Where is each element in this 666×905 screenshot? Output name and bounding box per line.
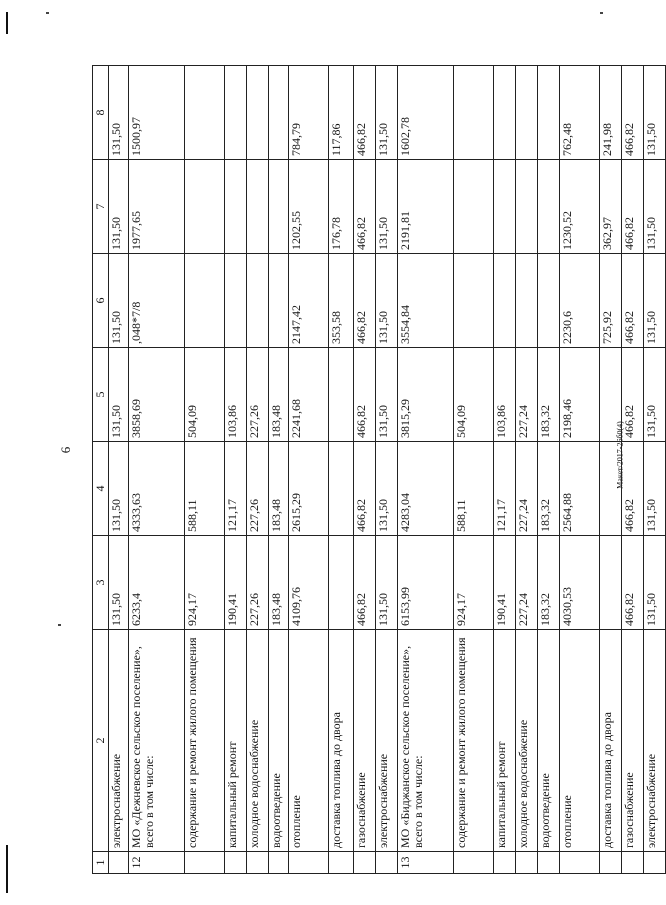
value-cell [454, 254, 494, 348]
value-cell: 466,82 [622, 254, 644, 348]
row-name-cell: отопление [289, 630, 329, 852]
value-cell: 6233,4 [129, 536, 185, 630]
value-cell: 131,50 [644, 442, 666, 536]
value-cell: 131,50 [109, 348, 129, 442]
value-cell: 924,17 [454, 536, 494, 630]
value-cell: 131,50 [376, 160, 398, 254]
value-cell: 466,82 [354, 536, 376, 630]
value-cell: 131,50 [644, 254, 666, 348]
table-row [376, 66, 398, 874]
row-index-cell [644, 852, 666, 874]
value-cell [516, 254, 538, 348]
table-row [644, 66, 666, 874]
value-cell [454, 160, 494, 254]
value-cell [600, 348, 622, 442]
table-row [185, 66, 225, 874]
row-name-cell: отопление [560, 630, 600, 852]
value-cell: 2615,29 [289, 442, 329, 536]
value-cell: 121,17 [225, 442, 247, 536]
row-name-cell: содержание и ремонт жилого помещения [454, 630, 494, 852]
value-cell [329, 442, 354, 536]
value-cell [494, 66, 516, 160]
value-cell: 784,79 [289, 66, 329, 160]
value-cell: 6153,99 [398, 536, 454, 630]
value-cell [269, 254, 289, 348]
value-cell: 2147,42 [289, 254, 329, 348]
value-cell: 131,50 [376, 254, 398, 348]
value-cell [247, 66, 269, 160]
value-cell [494, 254, 516, 348]
value-cell [185, 254, 225, 348]
value-cell: 176,78 [329, 160, 354, 254]
value-cell [225, 66, 247, 160]
row-index-cell: 12 [129, 852, 185, 874]
value-cell: 466,82 [354, 160, 376, 254]
value-cell: 227,24 [516, 348, 538, 442]
value-cell: 466,82 [622, 536, 644, 630]
row-index-cell [109, 852, 129, 874]
value-cell: 4109,76 [289, 536, 329, 630]
scan-speck [46, 12, 49, 14]
value-cell: 588,11 [185, 442, 225, 536]
value-cell: 466,82 [622, 66, 644, 160]
value-cell: ,048*7/8 [129, 254, 185, 348]
row-name-cell: электроснабжение [376, 630, 398, 852]
table-row [354, 66, 376, 874]
value-cell: 2241,68 [289, 348, 329, 442]
value-cell [185, 160, 225, 254]
value-cell: 121,17 [494, 442, 516, 536]
row-name-cell: водоотведение [269, 630, 289, 852]
value-cell: 131,50 [644, 536, 666, 630]
table-row [516, 66, 538, 874]
row-index-cell [269, 852, 289, 874]
table-body [93, 66, 666, 874]
value-cell: 131,50 [644, 348, 666, 442]
row-index-cell [354, 852, 376, 874]
value-cell: 131,50 [376, 66, 398, 160]
row-name-cell: холодное водоснабжение [247, 630, 269, 852]
value-cell [538, 160, 560, 254]
value-cell: 588,11 [454, 442, 494, 536]
row-name-cell: МО «Дежневское сельское поселение», всего в том числе: [129, 630, 185, 852]
value-cell: 762,48 [560, 66, 600, 160]
value-cell: 3815,29 [398, 348, 454, 442]
row-index-cell [454, 852, 494, 874]
row-name-cell: газоснабжение [354, 630, 376, 852]
row-index-cell [622, 852, 644, 874]
row-index-cell [289, 852, 329, 874]
value-cell: 227,24 [516, 442, 538, 536]
value-cell: 131,50 [376, 348, 398, 442]
table-row [398, 66, 454, 874]
value-cell: 2191,81 [398, 160, 454, 254]
value-cell [247, 160, 269, 254]
value-cell [329, 536, 354, 630]
value-cell [600, 536, 622, 630]
row-index-cell [516, 852, 538, 874]
row-name-cell: газоснабжение [622, 630, 644, 852]
value-cell: 183,48 [269, 442, 289, 536]
value-cell: 131,50 [376, 536, 398, 630]
value-cell: 190,41 [225, 536, 247, 630]
value-cell: 131,50 [376, 442, 398, 536]
row-name-cell: содержание и ремонт жилого помещения [185, 630, 225, 852]
value-cell: 466,82 [354, 66, 376, 160]
value-cell: 241,98 [600, 66, 622, 160]
table-row [247, 66, 269, 874]
value-cell: 4283,04 [398, 442, 454, 536]
value-cell: 466,82 [354, 442, 376, 536]
value-cell: 103,86 [225, 348, 247, 442]
value-cell: 1500,97 [129, 66, 185, 160]
value-cell: 2230,6 [560, 254, 600, 348]
row-index-cell [247, 852, 269, 874]
value-cell: 1230,52 [560, 160, 600, 254]
row-index-cell: 13 [398, 852, 454, 874]
row-index-cell [185, 852, 225, 874]
value-cell [269, 160, 289, 254]
table-header-row [93, 66, 109, 874]
value-cell [516, 160, 538, 254]
table-row [538, 66, 560, 874]
row-index-cell [329, 852, 354, 874]
value-cell: 183,32 [538, 442, 560, 536]
value-cell: 131,50 [109, 536, 129, 630]
table-row [600, 66, 622, 874]
value-cell: 362,97 [600, 160, 622, 254]
value-cell: 103,86 [494, 348, 516, 442]
value-cell: 131,50 [644, 160, 666, 254]
value-cell: 924,17 [185, 536, 225, 630]
table-row [622, 66, 644, 874]
row-name-cell: МО «Биджанское сельское поселение», всего в том числе: [398, 630, 454, 852]
value-cell: 227,26 [247, 536, 269, 630]
value-cell: 1602,78 [398, 66, 454, 160]
table-row [109, 66, 129, 874]
row-name-cell: электроснабжение [109, 630, 129, 852]
row-name-cell: доставка топлива до двора [600, 630, 622, 852]
value-cell [538, 66, 560, 160]
value-cell: 466,82 [354, 254, 376, 348]
table-row [269, 66, 289, 874]
value-cell: 227,26 [247, 348, 269, 442]
scan-edge-mark-bottom [6, 845, 8, 893]
value-cell [225, 160, 247, 254]
table-row [225, 66, 247, 874]
page-number: 6 [58, 446, 73, 454]
value-cell: 466,82 [622, 442, 644, 536]
header-cell: 3 [93, 536, 109, 630]
value-cell: 183,32 [538, 536, 560, 630]
row-index-cell [376, 852, 398, 874]
value-cell: 131,50 [109, 160, 129, 254]
value-cell [454, 66, 494, 160]
value-cell: 466,82 [622, 160, 644, 254]
header-cell: 8 [93, 66, 109, 160]
value-cell: 131,50 [644, 66, 666, 160]
value-cell: 2198,46 [560, 348, 600, 442]
scan-speck [600, 12, 603, 14]
value-cell [329, 348, 354, 442]
value-cell: 725,92 [600, 254, 622, 348]
row-name-cell: водоотведение [538, 630, 560, 852]
value-cell [600, 442, 622, 536]
value-cell: 353,58 [329, 254, 354, 348]
value-cell [494, 160, 516, 254]
value-cell [185, 66, 225, 160]
value-cell: 3554,84 [398, 254, 454, 348]
row-name-cell: доставка топлива до двора [329, 630, 354, 852]
table-row [329, 66, 354, 874]
header-cell: 4 [93, 442, 109, 536]
value-cell: 3858,69 [129, 348, 185, 442]
value-cell: 227,24 [516, 536, 538, 630]
header-cell: 2 [93, 630, 109, 852]
value-cell: 117,86 [329, 66, 354, 160]
value-cell: 1977,65 [129, 160, 185, 254]
scan-speck [58, 624, 61, 626]
document-code-text: Макет/2017-26б0(4) [615, 421, 625, 489]
value-cell: 1202,55 [289, 160, 329, 254]
value-cell [269, 66, 289, 160]
value-cell: 183,48 [269, 536, 289, 630]
value-cell: 131,50 [109, 66, 129, 160]
value-cell [247, 254, 269, 348]
value-cell [225, 254, 247, 348]
value-cell: 227,26 [247, 442, 269, 536]
row-name-cell: электроснабжение [644, 630, 666, 852]
table-row [129, 66, 185, 874]
value-cell: 504,09 [185, 348, 225, 442]
value-cell: 466,82 [354, 348, 376, 442]
value-cell: 131,50 [109, 254, 129, 348]
value-cell: 131,50 [109, 442, 129, 536]
value-cell: 4333,63 [129, 442, 185, 536]
row-name-cell: холодное водоснабжение [516, 630, 538, 852]
row-name-cell: капитальный ремонт [494, 630, 516, 852]
header-cell: 6 [93, 254, 109, 348]
table-row [560, 66, 600, 874]
row-index-cell [600, 852, 622, 874]
header-cell: 5 [93, 348, 109, 442]
row-index-cell [538, 852, 560, 874]
value-cell: 466,82 [622, 348, 644, 442]
header-cell: 1 [93, 852, 109, 874]
table-row [494, 66, 516, 874]
value-cell: 2564,88 [560, 442, 600, 536]
row-index-cell [225, 852, 247, 874]
scan-edge-mark-top [6, 12, 8, 34]
row-name-cell: капитальный ремонт [225, 630, 247, 852]
table-row [289, 66, 329, 874]
value-cell: 183,32 [538, 348, 560, 442]
table-row [454, 66, 494, 874]
value-cell: 504,09 [454, 348, 494, 442]
row-index-cell [560, 852, 600, 874]
header-cell: 7 [93, 160, 109, 254]
value-cell: 4030,53 [560, 536, 600, 630]
value-cell: 190,41 [494, 536, 516, 630]
row-index-cell [494, 852, 516, 874]
value-cell: 183,48 [269, 348, 289, 442]
tariff-table [92, 65, 666, 874]
value-cell [516, 66, 538, 160]
value-cell [538, 254, 560, 348]
